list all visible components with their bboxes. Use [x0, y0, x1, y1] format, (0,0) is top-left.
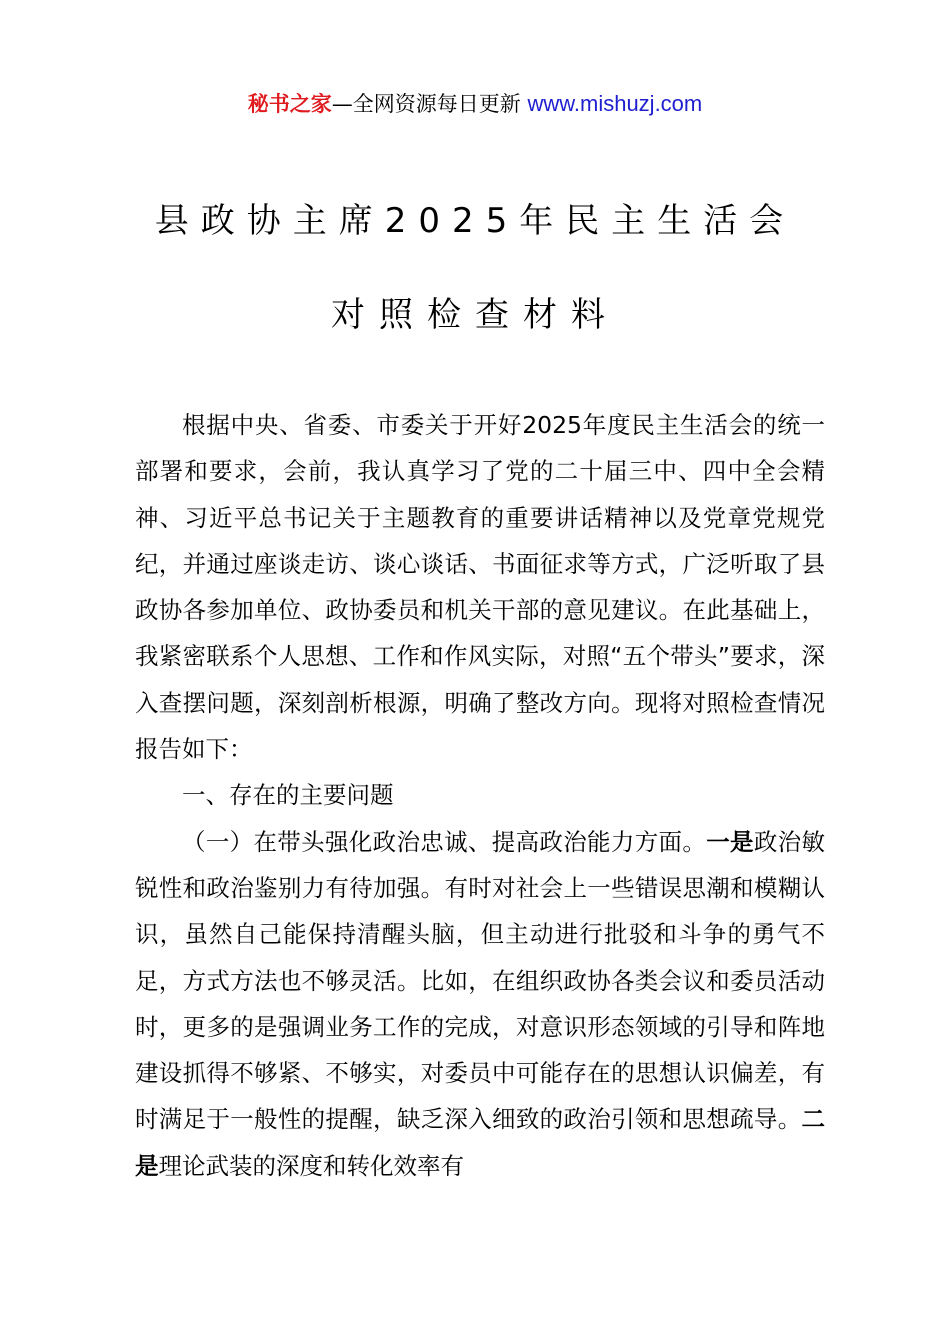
point-text-2: 理论武装的深度和转化效率有 [158, 1151, 464, 1180]
intro-paragraph: 根据中央、省委、市委关于开好2025年度民主生活会的统一部署和要求，会前，我认真学习了党的二十届三中、四中全会精神、习近平总书记关于主题教育的重要讲话精神以及党章党规党纪，并通过座谈走访、谈心谈话、书面征求等方式，广泛听取了县政协各参加单位、政协委员和机关干部的意见建议。在此基础上，我紧密联系个人思想、工作和作风实际，对照“五个带头”要求，深入查摆问题，深刻剖析根源，明确了整改方向。现将对照检查情况报告如下： [135, 411, 825, 764]
item-paragraph-1 [135, 819, 825, 1189]
point-label-2: 二是 [135, 1105, 825, 1180]
document-title-line-1: 县政协主席2025年民主生活会 [154, 201, 796, 241]
item-heading-1: （一）在带头强化政治忠诚、提高政治能力方面。 [182, 827, 707, 856]
point-label-1: 一是 [706, 827, 754, 856]
brand-name: 秘书之家 [247, 92, 332, 116]
document-body [135, 402, 825, 1189]
site-header [0, 88, 950, 120]
header-slogan: —全网资源每日更新 [331, 92, 521, 116]
site-url[interactable]: www.mishuzj.com [527, 91, 703, 116]
section-heading-1: 一、存在的主要问题 [182, 781, 394, 810]
point-text-1: 政治敏锐性和政治鉴别力有待加强。有时对社会上一些错误思潮和模糊认识，虽然自己能保持清醒头脑，但主动进行批驳和斗争的勇气不足，方式方法也不够灵活。比如，在组织政协各类会议和委员活动时，更多的是强调业务工作的完成，对意识形态领域的引导和阵地建设抓得不够紧、不够实，对委员中可能存在的思想认识偏差，有时满足于一般性的提醒，缺乏深入细致的政治引领和思想疏导。 [135, 827, 826, 1134]
document-title-line-2: 对照检查材料 [331, 295, 619, 335]
